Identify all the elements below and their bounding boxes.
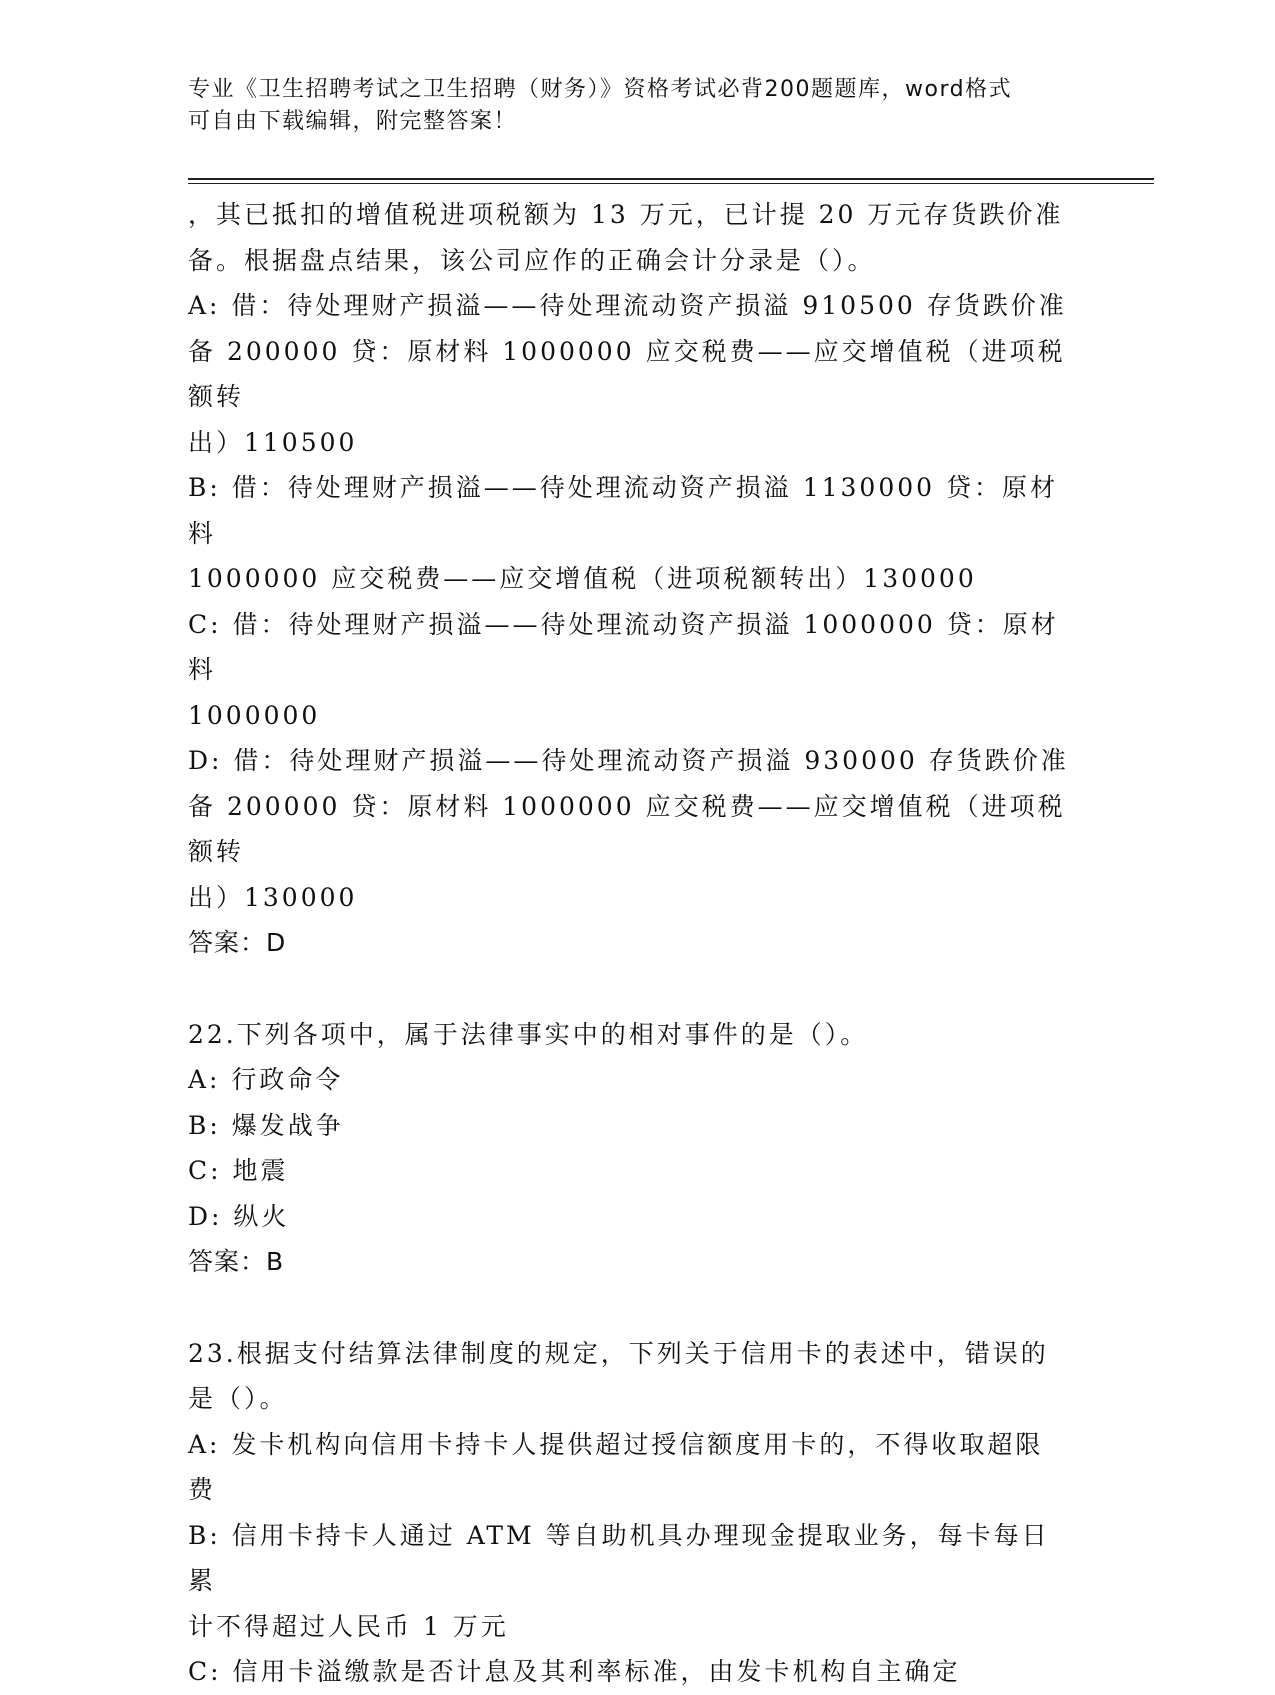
header-divider-thick <box>188 178 1154 180</box>
option-a: A: 借：待处理财产损溢——待处理流动资产损溢 910500 存货跌价准 <box>188 291 1067 320</box>
spacer <box>188 1285 1073 1331</box>
option-a: 出）110500 <box>188 427 358 457</box>
question-stem: 是（）。 <box>188 1384 288 1413</box>
question-22 <box>188 1012 1073 1285</box>
header-divider-thin <box>188 183 1154 184</box>
question-stem: ，其已抵扣的增值税进项税额为 13 万元，已计提 20 万元存货跌价准 <box>188 200 1064 229</box>
option-b: B: 借：待处理财产损溢——待处理流动资产损溢 1130000 贷：原材料 <box>188 473 1058 548</box>
document-header <box>188 74 1088 138</box>
answer-label: 答案：B <box>188 1247 285 1276</box>
option-c: C: 借：待处理财产损溢——待处理流动资产损溢 1000000 贷：原材料 <box>188 609 1059 684</box>
option-c: 1000000 <box>188 700 321 730</box>
option-b: 计不得超过人民币 1 万元 <box>188 1611 509 1641</box>
spacer <box>188 966 1073 1012</box>
option-b: B: 爆发战争 <box>188 1110 344 1140</box>
option-a: A: 发卡机构向信用卡持卡人提供超过授信额度用卡的，不得收取超限 <box>188 1429 1044 1459</box>
question-21 <box>188 192 1073 966</box>
option-c: C: 信用卡溢缴款是否计息及其利率标准，由发卡机构自主确定 <box>188 1657 961 1686</box>
option-c: C: 地震 <box>188 1156 289 1185</box>
option-d: D: 借：待处理财产损溢——待处理流动资产损溢 930000 存货跌价准 <box>188 746 1069 775</box>
option-d: 出）130000 <box>188 882 358 912</box>
question-stem: 22.下列各项中，属于法律事实中的相对事件的是（）。 <box>188 1019 869 1049</box>
option-a: 费 <box>188 1475 217 1504</box>
question-stem: 23.根据支付结算法律制度的规定，下列关于信用卡的表述中，错误的 <box>188 1338 1049 1368</box>
option-a: 备 200000 贷：原材料 1000000 应交税费——应交增值税（进项税额转 <box>188 336 1066 411</box>
question-23 <box>188 1331 1073 1695</box>
option-b: B: 信用卡持卡人通过 ATM 等自助机具办理现金提取业务，每卡每日累 <box>188 1520 1050 1595</box>
answer-label: 答案：D <box>188 928 287 957</box>
header-line-2: 可自由下载编辑，附完整答案！ <box>188 109 518 134</box>
option-d: D: 纵火 <box>188 1201 290 1231</box>
option-a: A: 行政命令 <box>188 1065 344 1094</box>
document-body <box>188 192 1073 1695</box>
option-b: 1000000 应交税费——应交增值税（进项税额转出）130000 <box>188 564 977 593</box>
option-d: 备 200000 贷：原材料 1000000 应交税费——应交增值税（进项税额转 <box>188 791 1066 866</box>
question-stem: 备。根据盘点结果，该公司应作的正确会计分录是（）。 <box>188 245 876 275</box>
header-line-1: 专业《卫生招聘考试之卫生招聘（财务）》资格考试必背200题题库，word格式 <box>188 77 1013 102</box>
